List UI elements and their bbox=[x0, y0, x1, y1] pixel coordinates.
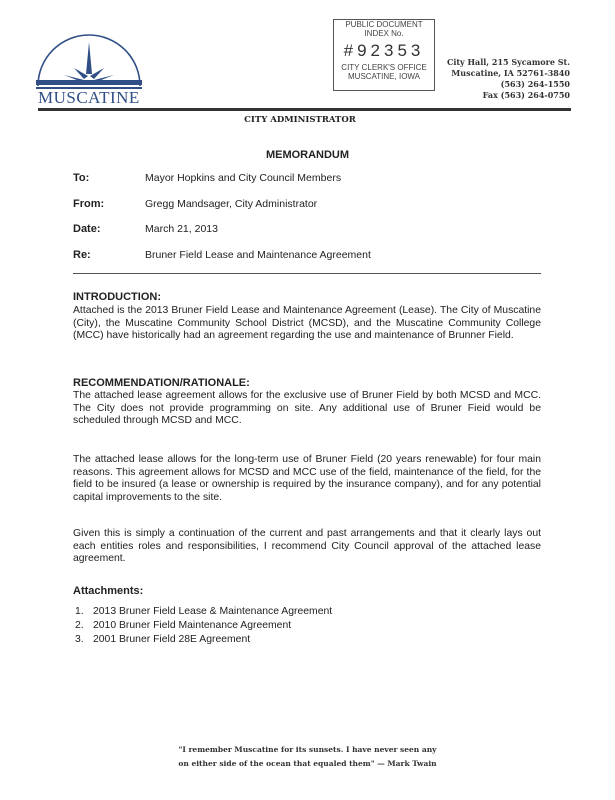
public-document-stamp bbox=[333, 19, 435, 91]
stamp-line: CITY CLERK'S OFFICE bbox=[341, 63, 427, 72]
from-label: From: bbox=[73, 198, 105, 210]
stamp-line: MUSCATINE, IOWA bbox=[348, 72, 420, 81]
stamp-line: INDEX No. bbox=[364, 29, 404, 38]
department-title: CITY ADMINISTRATOR bbox=[244, 115, 356, 125]
footer-quote bbox=[0, 743, 615, 771]
logo-wordmark: MUSCATINE bbox=[38, 88, 140, 107]
attachment-title: 2010 Bruner Field Maintenance Agreement bbox=[93, 620, 292, 631]
address-line: Muscatine, IA 52761-3840 bbox=[451, 68, 570, 78]
list-number: 3. bbox=[75, 634, 84, 645]
recommendation-paragraph: The attached lease agreement allows for the exclusive use of Bruner Field by both MCSD and MCC. The City does not provide programming on site. Any additional use of Bruner Fieid would be scheduled through MCSD and MCC. bbox=[73, 390, 541, 427]
attachments-heading: Attachments: bbox=[73, 585, 144, 597]
city-hall-address bbox=[447, 57, 570, 101]
recommendation-paragraph: Given this is simply a continuation of the current and past arrangements and that it clearly lays out each entities roles and responsibilities, I recommend City Council approval of the attached lease agreement. bbox=[73, 528, 541, 565]
address-line: City Hall, 215 Sycamore St. bbox=[446, 57, 570, 67]
re-value: Bruner Field Lease and Maintenance Agreement bbox=[145, 249, 371, 261]
date-label: Date: bbox=[73, 223, 101, 235]
to-value: Mayor Hopkins and City Council Members bbox=[145, 172, 342, 184]
attachment-item bbox=[75, 634, 250, 645]
letterhead-rule bbox=[38, 108, 571, 111]
quote-line: on either side of the ocean that equaled them" — Mark Twain bbox=[178, 759, 437, 768]
memo-title: MEMORANDUM bbox=[265, 149, 350, 161]
phone: (563) 264-1550 bbox=[500, 79, 570, 89]
introduction-heading: INTRODUCTION: bbox=[73, 291, 161, 303]
attachment-title: 2001 Bruner Field 28E Agreement bbox=[93, 634, 251, 645]
attachment-item bbox=[75, 620, 291, 631]
attachment-item bbox=[75, 606, 332, 617]
from-value: Gregg Mandsager, City Administrator bbox=[145, 198, 318, 210]
recommendation-paragraph: The attached lease allows for the long-term use of Bruner Field (20 years renewable) for four main reasons. This agreement allows for MCSD and MCC use of the field, maintenance of the field, for the field to be insured (a lease or ownership is required by the insurance company), and for any potential capital improvements to the site. bbox=[73, 454, 541, 503]
list-number: 1. bbox=[75, 606, 84, 617]
list-number: 2. bbox=[75, 620, 84, 631]
quote-line: "I remember Muscatine for its sunsets. I have never seen any bbox=[178, 745, 437, 754]
date-value: March 21, 2013 bbox=[145, 223, 218, 235]
divider bbox=[73, 273, 541, 274]
re-label: Re: bbox=[73, 249, 91, 261]
fax: Fax (563) 264-0750 bbox=[482, 90, 570, 100]
to-label: To: bbox=[73, 172, 90, 184]
attachment-title: 2013 Bruner Field Lease & Maintenance Agreement bbox=[93, 606, 333, 617]
stamp-index-number: #92353 bbox=[343, 41, 425, 60]
introduction-paragraph: Attached is the 2013 Bruner Field Lease and Maintenance Agreement (Lease). The City of Muscatine (City), the Muscatine Community School District (MCSD), and the Muscatine Community College (MCC) have historically had an agreement regarding the use and maintenance of Brunner Field. bbox=[73, 305, 541, 342]
stamp-line: PUBLIC DOCUMENT bbox=[345, 20, 423, 29]
recommendation-heading: RECOMMENDATION/RATIONALE: bbox=[73, 377, 250, 389]
